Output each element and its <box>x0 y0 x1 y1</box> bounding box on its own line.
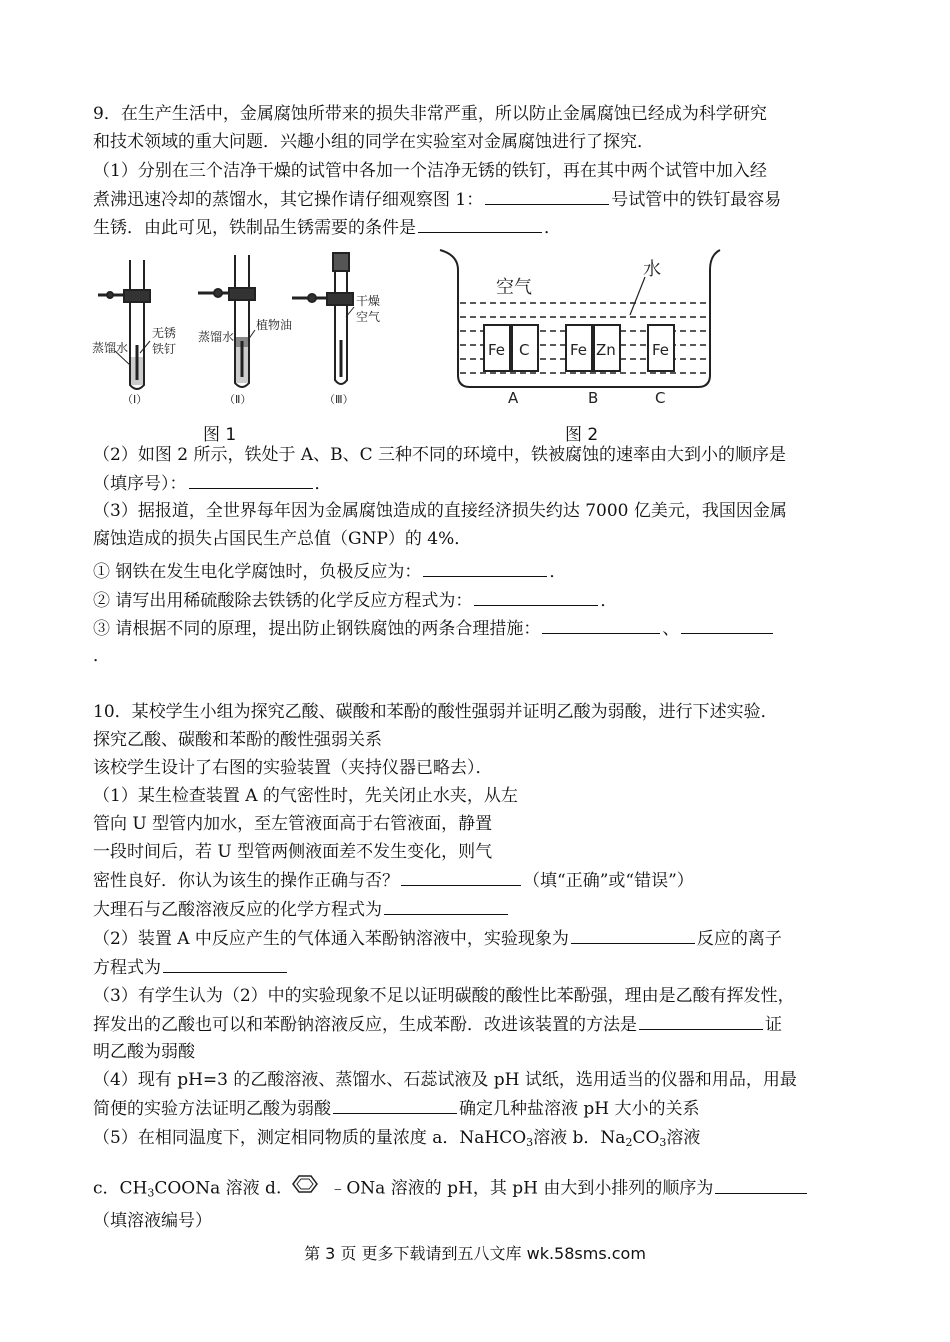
q10-line-15-text: 简便的实验方法证明乙酸为弱酸 <box>93 1099 331 1119</box>
q10-line-16-b: 溶液 b．Na <box>533 1128 626 1148</box>
q10-line-11: （3）有学生认为（2）中的实验现象不足以证明碳酸的酸性比苯酚强，理由是乙酸有挥发性， <box>93 986 795 1006</box>
q9-line-9: 腐蚀造成的损失占国民生产总值（GNP）的 4%． <box>93 529 472 549</box>
answer-blank-phenomenon[interactable] <box>571 927 695 944</box>
q9-line-10 <box>93 560 566 583</box>
fig2-label-water: 水 <box>643 259 661 280</box>
q10-line-2: 探究乙酸、碳酸和苯酚的酸性强弱关系 <box>93 730 382 750</box>
q10-line-16-d: 溶液 <box>666 1128 701 1148</box>
q9-line-11 <box>93 589 617 612</box>
benzene-ring-icon <box>285 1172 325 1206</box>
q10-line-4: （1）某生检查装置 A 的气密性时，先关闭止水夹，从左 <box>93 786 518 806</box>
fig2-label-air: 空气 <box>496 277 532 298</box>
q10-line-12 <box>93 1013 782 1036</box>
q10-line-6: 一段时间后，若 U 型管两侧液面差不发生变化，则气 <box>93 842 493 862</box>
q9-line-4-tail: 号试管中的铁钉最容易 <box>611 190 782 210</box>
q10-line-16-a: （5）在相同温度下，测定相同物质的量浓度 a．NaHCO <box>93 1128 527 1148</box>
q10-line-17-c: ﹣ONa 溶液的 pH，其 pH 由大到小排列的顺序为 <box>329 1178 714 1199</box>
sub-3b: 3 <box>659 1136 667 1149</box>
answer-blank-correct-or-wrong[interactable] <box>401 869 521 886</box>
fig1-tube-2-label: （Ⅱ） <box>224 393 252 406</box>
q9-line-2: 和技术领域的重大问题．兴趣小组的同学在实验室对金属腐蚀进行了探究． <box>93 132 654 152</box>
q10-line-15-tail: 确定几种盐溶液 pH 大小的关系 <box>459 1099 700 1119</box>
q9-line-12 <box>93 617 775 640</box>
fig1-label-water-1: 蒸馏水 <box>92 341 129 355</box>
q10-line-9 <box>93 927 782 950</box>
fig1-label-dry: 干燥 <box>356 294 381 308</box>
q10-line-8 <box>93 898 510 921</box>
fig2-label-c: C <box>655 389 666 407</box>
fig1-label-oil: 植物油 <box>256 318 293 332</box>
q10-line-16 <box>93 1127 700 1149</box>
q10-line-16-c: CO <box>632 1128 660 1148</box>
fig2-label-b: B <box>588 389 599 407</box>
answer-blank-marble-equation[interactable] <box>384 898 508 915</box>
q10-line-10-text: 方程式为 <box>93 958 161 978</box>
fig1-label-nail: 无锈 <box>152 326 177 340</box>
answer-blank-improvement[interactable] <box>639 1013 763 1030</box>
q10-line-7-tail: （填“正确”或“错误”） <box>523 871 694 891</box>
q9-line-13: ． <box>93 646 110 666</box>
q10-line-1: 10．某校学生小组为探究乙酸、碳酸和苯酚的酸性强弱并证明乙酸为弱酸，进行下述实验． <box>93 702 778 722</box>
fig2-caption: 图 2 <box>565 425 599 445</box>
fig2-beaker <box>440 250 720 387</box>
q10-line-17 <box>93 1172 809 1206</box>
fig2-fe-b: Fe <box>570 341 588 359</box>
q9-line-11-period: ． <box>600 591 618 611</box>
answer-blank-acid-equation[interactable] <box>474 589 598 606</box>
fig2-fe-a: Fe <box>488 341 506 359</box>
fig1-label-air: 空气 <box>356 310 381 324</box>
fig1-label-water-2: 蒸馏水 <box>198 330 235 344</box>
q10-line-15 <box>93 1097 700 1120</box>
q10-line-17-a: c．CH <box>93 1178 148 1199</box>
q9-line-1: 9．在生产生活中，金属腐蚀所带来的损失非常严重，所以防止金属腐蚀已经成为科学研究 <box>93 104 767 124</box>
sub-3c: 3 <box>147 1186 155 1200</box>
sub-2: 2 <box>625 1136 633 1149</box>
q9-line-10-period: ． <box>549 562 567 582</box>
q10-line-12-text: 挥发出的乙酸也可以和苯酚钠溶液反应，生成苯酚．改进该装置的方法是 <box>93 1015 637 1035</box>
fig1-tube-3-label: （Ⅲ） <box>324 393 354 406</box>
q9-line-4 <box>93 188 781 211</box>
q10-line-17-b: COONa 溶液 d. <box>154 1178 282 1199</box>
answer-blank-rate-order[interactable] <box>189 472 313 489</box>
q10-line-14: （4）现有 pH=3 的乙酸溶液、蒸馏水、石蕊试液及 pH 试纸，选用适当的仪器和用品，用最 <box>93 1070 797 1090</box>
fig2-c-a: C <box>519 341 530 359</box>
sub-3: 3 <box>526 1136 534 1149</box>
answer-blank-ionic-equation[interactable] <box>163 956 287 973</box>
q10-line-10 <box>93 956 289 979</box>
fig1-tube-3 <box>292 253 354 384</box>
answer-blank-measure-2[interactable] <box>681 617 773 634</box>
fig1-tube-1-label: （Ⅰ） <box>122 393 148 406</box>
q10-line-8-text: 大理石与乙酸溶液反应的化学方程式为 <box>93 900 382 920</box>
q9-line-5-period: ． <box>544 218 561 238</box>
fig2-label-a: A <box>508 389 519 407</box>
q9-line-3: （1）分别在三个洁净干燥的试管中各加一个洁净无锈的铁钉，再在其中两个试管中加入经 <box>93 161 767 181</box>
q10-line-7-text: 密性良好．你认为该生的操作正确与否？ <box>93 871 399 891</box>
fig1-tube-2 <box>198 255 255 387</box>
q10-line-12-tail: 证 <box>765 1015 782 1035</box>
q9-line-6: （2）如图 2 所示，铁处于 A、B、C 三种不同的环境中，铁被腐蚀的速率由大到小的顺序是 <box>93 445 787 465</box>
q10-line-18: （填溶液编号） <box>93 1211 212 1231</box>
fig1-tube-1 <box>98 260 150 389</box>
fig1-caption: 图 1 <box>203 425 237 445</box>
q9-line-7 <box>93 472 332 495</box>
q9-line-12-sep: 、 <box>662 619 680 639</box>
q10-line-3: 该校学生设计了右图的实验装置（夹持仪器已略去）． <box>93 758 493 778</box>
answer-blank-measure-1[interactable] <box>542 617 660 634</box>
q10-line-9-tail: 反应的离子 <box>696 929 782 949</box>
figures-corrosion <box>90 245 730 445</box>
q9-line-8: （3）据报道，全世界每年因为金属腐蚀造成的直接经济损失约达 7000 亿美元，我国因金属 <box>93 501 787 521</box>
answer-blank-ph-order[interactable] <box>715 1177 807 1194</box>
q9-line-5-text: 生锈．由此可见，铁制品生锈需要的条件是 <box>93 218 416 238</box>
q9-line-5 <box>93 216 561 239</box>
answer-blank-anode-reaction[interactable] <box>423 560 547 577</box>
answer-blank-weak-acid[interactable] <box>333 1097 457 1114</box>
q9-line-10-text: ① 钢铁在发生电化学腐蚀时，负极反应为： <box>93 562 422 582</box>
answer-blank-tube[interactable] <box>485 188 609 205</box>
q10-line-9-text: （2）装置 A 中反应产生的气体通入苯酚钠溶液中，实验现象为 <box>93 929 569 949</box>
q10-line-13: 明乙酸为弱酸 <box>93 1042 195 1062</box>
fig1-label-nail-2: 铁钉 <box>152 342 177 356</box>
q9-line-11-text: ② 请写出用稀硫酸除去铁锈的化学反应方程式为： <box>93 591 473 611</box>
fig2-fe-c: Fe <box>652 341 670 359</box>
q9-line-7-text: （填序号）： <box>93 474 187 494</box>
q9-line-4-text: 煮沸迅速冷却的蒸馏水，其它操作请仔细观察图 1： <box>93 190 484 210</box>
q10-line-5: 管向 U 型管内加水，至左管液面高于右管液面，静置 <box>93 814 493 834</box>
fig2-zn-b: Zn <box>596 341 616 359</box>
page-footer: 第 3 页 更多下载请到五八文库 wk.58sms.com <box>304 1244 646 1263</box>
q10-line-7 <box>93 869 694 892</box>
q9-line-12-text: ③ 请根据不同的原理，提出防止钢铁腐蚀的两条合理措施： <box>93 619 541 639</box>
q9-line-7-period: ． <box>314 474 332 494</box>
answer-blank-rust-condition[interactable] <box>418 216 542 233</box>
